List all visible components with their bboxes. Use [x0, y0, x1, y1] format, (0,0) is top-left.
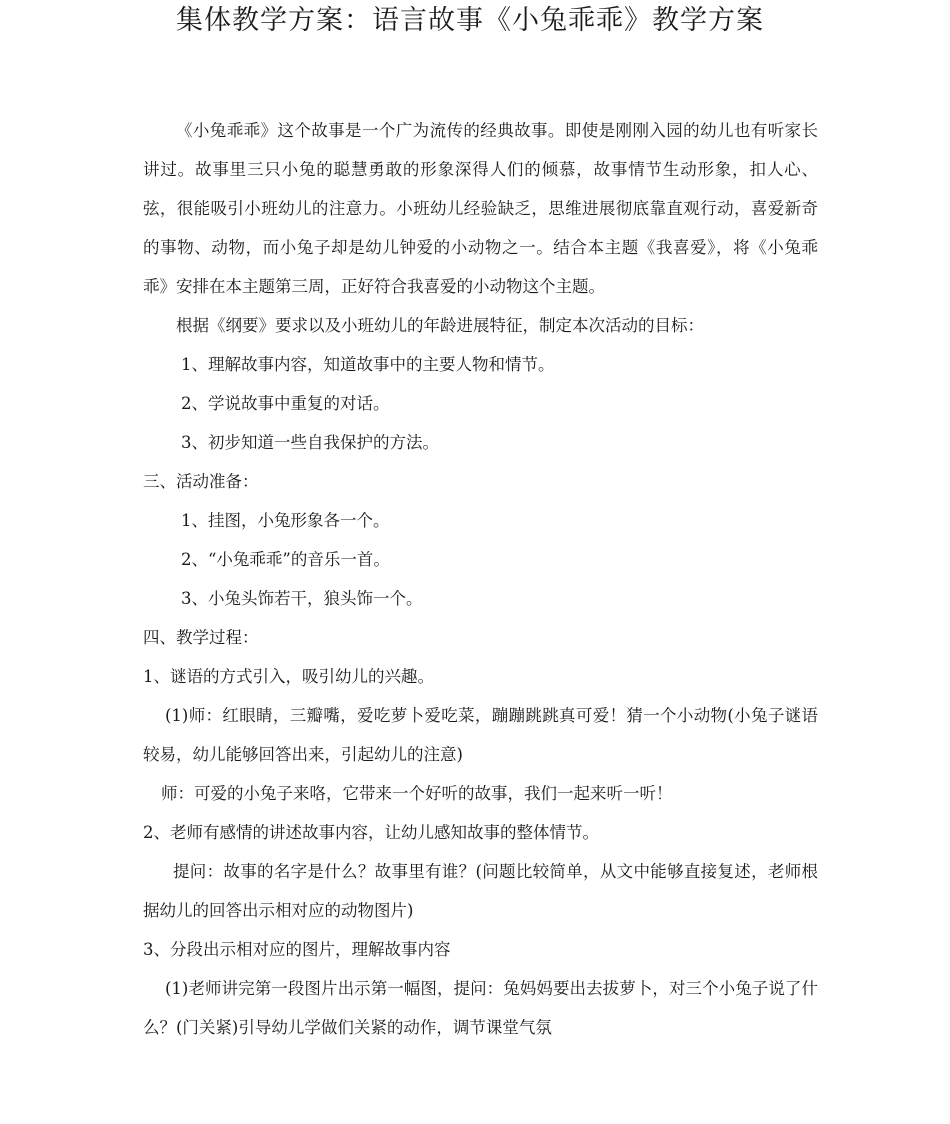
process-step-2-question — [143, 852, 818, 930]
prep-item-1: 1、挂图，小兔形象各一个。 — [181, 511, 390, 530]
prep-item-2: 2、“小兔乖乖”的音乐一首。 — [181, 550, 390, 569]
process-step-3-detail — [143, 969, 818, 1047]
process-step-3-detail-text: (1)老师讲完第一段图片出示第一幅图，提问：兔妈妈要出去拔萝卜，对三个小兔子说了什么？(门关紧)引导幼儿学做们关紧的动作，调节课堂气氛 — [143, 979, 818, 1037]
process-step-1: 1、谜语的方式引入，吸引幼儿的兴趣。 — [143, 667, 434, 686]
goals-intro: 根据《纲要》要求以及小班幼儿的年龄进展特征，制定本次活动的目标： — [176, 316, 704, 335]
process-step-2: 2、老师有感情的讲述故事内容，让幼儿感知故事的整体情节。 — [143, 823, 599, 842]
goal-item-1: 1、理解故事内容，知道故事中的主要人物和情节。 — [181, 355, 555, 374]
document-title: 集体教学方案：语言故事《小兔乖乖》教学方案 — [176, 5, 764, 36]
process-step-1-riddle-text: (1)师：红眼睛，三瓣嘴，爱吃萝卜爱吃菜，蹦蹦跳跳真可爱！猜一个小动物(小兔子谜语较易，幼儿能够回答出来，引起幼儿的注意) — [143, 706, 818, 764]
process-heading: 四、教学过程： — [143, 628, 259, 647]
document-body — [143, 111, 818, 1047]
goal-item-2: 2、学说故事中重复的对话。 — [181, 394, 390, 413]
process-step-1-teacher-line: 师：可爱的小兔子来咯，它带来一个好听的故事，我们一起来听一听！ — [161, 784, 673, 803]
prep-heading: 三、活动准备： — [143, 472, 259, 491]
process-step-3: 3、分段出示相对应的图片，理解故事内容 — [143, 940, 451, 959]
process-step-1-riddle — [143, 696, 818, 774]
intro-paragraph: 《小兔乖乖》这个故事是一个广为流传的经典故事。即使是刚刚入园的幼儿也有听家长讲过。故事里三只小兔的聪慧勇敢的形象深得人们的倾慕，故事情节生动形象，扣人心、弦，很能吸引小班幼儿的注意力。小班幼儿经验缺乏，思维进展彻底靠直观行动，喜爱新奇的事物、动物，而小兔子却是幼儿钟爱的小动物之一。结合本主题《我喜爱》，将《小兔乖乖》安排在本主题第三周，正好符合我喜爱的小动物这个主题。 — [143, 121, 818, 296]
prep-item-3: 3、小兔头饰若干，狼头饰一个。 — [181, 589, 423, 608]
process-step-2-question-text: 提问：故事的名字是什么？故事里有谁？(问题比较简单，从文中能够直接复述，老师根据幼儿的回答出示相对应的动物图片) — [143, 862, 818, 920]
goal-item-3: 3、初步知道一些自我保护的方法。 — [181, 433, 439, 452]
